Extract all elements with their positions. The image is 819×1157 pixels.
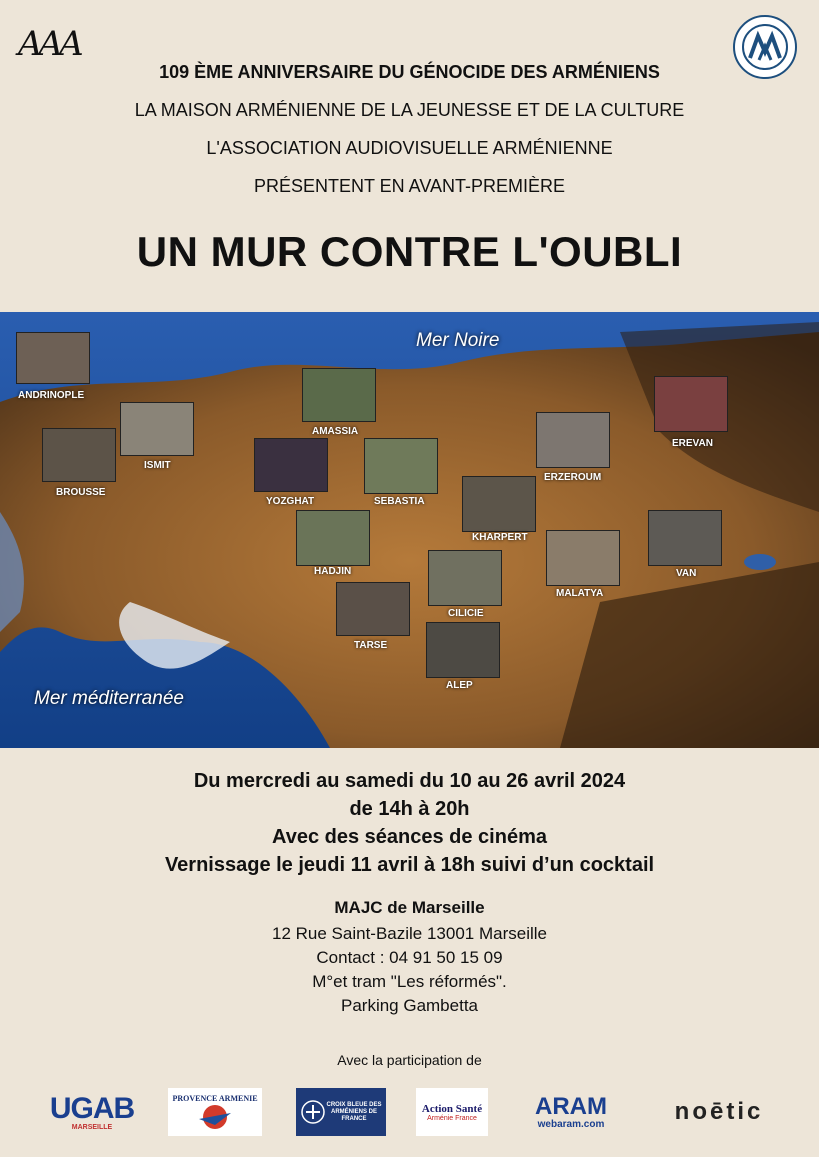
noetic-wordmark: noētic: [674, 1098, 764, 1125]
venue-contact: Contact : 04 91 50 15 09: [316, 948, 503, 967]
city-van: VAN: [676, 568, 697, 579]
city-hadjin: HADJIN: [314, 566, 352, 577]
action-sante-logo: [416, 1088, 488, 1136]
anniversary-heading: 109 ÈME ANNIVERSAIRE DU GÉNOCIDE DES ARMÉNIENS: [159, 62, 660, 82]
croix-bleue-emblem-icon: [300, 1099, 326, 1125]
aaa-presenter: L'ASSOCIATION AUDIOVISUELLE ARMÉNIENNE: [206, 138, 613, 158]
city-ismit: ISMIT: [144, 460, 171, 471]
provence-emblem-icon: [195, 1103, 235, 1131]
photo-ismit: [120, 402, 194, 456]
city-tarse: TARSE: [354, 640, 388, 651]
venue-transport: M°et tram "Les réformés".: [312, 972, 507, 991]
city-alep: ALEP: [446, 680, 473, 691]
city-amassia: AMASSIA: [312, 426, 359, 437]
photo-erzeroum: [536, 412, 610, 468]
sea-label-north: Mer Noire: [416, 330, 500, 351]
provence-armenie-logo: [168, 1088, 262, 1136]
provence-armenie-text: PROVENCE ARMENIE: [172, 1093, 258, 1103]
city-brousse: BROUSSE: [56, 487, 106, 498]
noetic-logo: [662, 1088, 776, 1136]
ugab-wordmark: UGAB: [49, 1091, 135, 1125]
photo-alep: [426, 622, 500, 678]
premiere-line: PRÉSENTENT EN AVANT-PREMIÈRE: [253, 176, 566, 196]
event-vernissage: Vernissage le jeudi 11 avril à 18h suivi d’un cocktail: [164, 854, 655, 876]
sponsors-intro: Avec la participation de: [337, 1052, 482, 1068]
croix-bleue-text: CROIX BLEUE DES ARMÉNIENS DE FRANCE: [326, 1101, 382, 1122]
venue-parking: Parking Gambetta: [340, 996, 478, 1015]
photo-kharpert: [462, 476, 536, 532]
croix-bleue-logo: [296, 1088, 386, 1136]
city-kharpert: KHARPERT: [472, 532, 528, 543]
majc-presenter: LA MAISON ARMÉNIENNE DE LA JEUNESSE ET DE LA CULTURE: [134, 100, 685, 120]
ugab-city: MARSEILLE: [71, 1123, 113, 1131]
photo-tarse: [336, 582, 410, 636]
ugab-logo: [44, 1088, 140, 1136]
city-andrinople: ANDRINOPLE: [18, 390, 85, 401]
photo-hadjin: [296, 510, 370, 566]
event-cinema: Avec des séances de cinéma: [272, 826, 547, 848]
photo-andrinople: [16, 332, 90, 384]
photo-cilicie: [428, 550, 502, 606]
photo-malatya: [546, 530, 620, 586]
photo-van: [648, 510, 722, 566]
city-cilicie: CILICIE: [448, 608, 484, 619]
film-title: UN MUR CONTRE L'OUBLI: [136, 228, 683, 275]
photo-sebastia: [364, 438, 438, 494]
city-erzeroum: ERZEROUM: [544, 472, 602, 483]
city-yozghat: YOZGHAT: [266, 496, 315, 507]
aram-url: webaram.com: [537, 1118, 605, 1130]
sea-label-south: Mer méditerranée: [34, 688, 184, 709]
venue-name: MAJC de Marseille: [334, 898, 485, 917]
action-sante-sub: Arménie France: [427, 1114, 477, 1122]
photo-yozghat: [254, 438, 328, 492]
event-dates: Du mercredi au samedi du 10 au 26 avril 2024: [193, 770, 626, 792]
city-erevan: EREVAN: [672, 438, 713, 449]
action-sante-text: Action Santé: [421, 1102, 483, 1115]
aram-wordmark: ARAM: [535, 1092, 607, 1120]
city-malatya: MALATYA: [556, 588, 604, 599]
venue-address: 12 Rue Saint-Bazile 13001 Marseille: [272, 924, 547, 943]
historic-map-image: [0, 312, 819, 748]
photo-amassia: [302, 368, 376, 422]
photo-brousse: [42, 428, 116, 482]
aram-logo: [512, 1088, 630, 1136]
aaa-logo: AAA: [18, 24, 80, 64]
city-sebastia: SEBASTIA: [374, 496, 425, 507]
event-hours: de 14h à 20h: [349, 798, 470, 820]
photo-erevan: [654, 376, 728, 432]
